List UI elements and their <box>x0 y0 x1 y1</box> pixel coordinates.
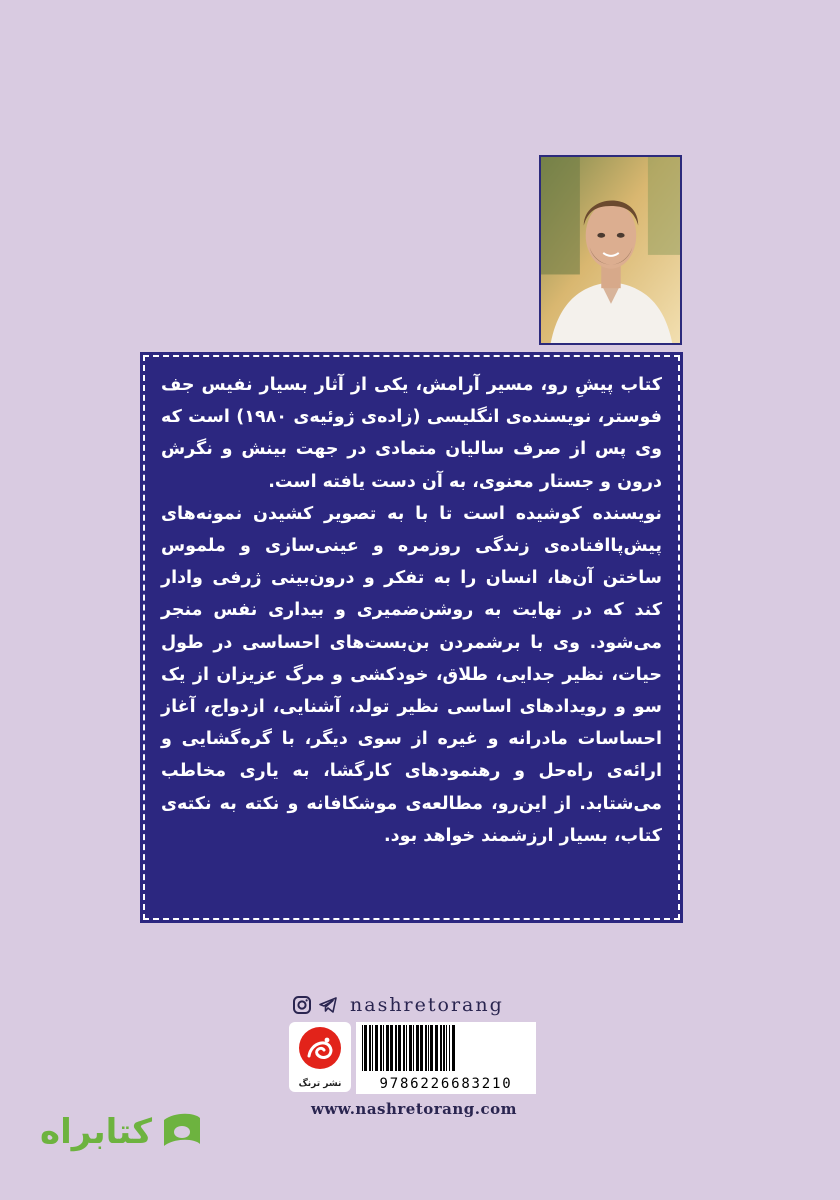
social-handle[interactable]: nashretorang <box>350 994 504 1016</box>
barcode-bar <box>380 1025 382 1071</box>
description-paragraph: نویسنده کوشیده است تا با به تصویر کشیدن نمونه‌های پیش‌پاافتاده‌ی زندگی روزمره و عینی‌سازی و ملموس ساختن آن‌ها، انسان را به تفکر و درون‌بینی ژرفی وادار کند که در نهایت به روشن‌ضمیری و بیداری نفس منجر می‌شود. وی با برشمردن بن‌بست‌های احساسی در طول حیات، نظیر جدایی، طلاق، خودکشی و مرگ عزیزان از یک سو و رویدادهای اساسی نظیر تولد، آشنایی، ازدواج، آغاز احساسات مادرانه و غیره از سوی دیگر، با گره‌گشایی و ارائه‌ی راه‌حل و رهنمودهای کارگشا، به یاری مخاطب می‌شتابد. از این‌رو، مطالعه‌ی موشکافانه و نکته به نکته‌ی کتاب، بسیار ارزشمند خواهد بود. <box>161 503 662 846</box>
barcode-bar <box>395 1025 397 1071</box>
author-photo <box>539 155 682 345</box>
barcode-bar <box>403 1025 405 1071</box>
publisher-logo <box>289 1022 351 1092</box>
barcode-bar <box>452 1025 455 1071</box>
barcode-bar <box>446 1025 447 1071</box>
barcode-bar <box>435 1025 438 1071</box>
barcode-bar <box>372 1025 373 1071</box>
barcode-bar <box>449 1025 450 1071</box>
barcode-bar <box>386 1025 389 1071</box>
barcode-bar <box>406 1025 407 1071</box>
book-leaf-icon <box>160 1110 204 1154</box>
store-name: کتابراه <box>40 1112 153 1152</box>
description-text <box>161 369 662 852</box>
isbn-barcode <box>356 1022 536 1094</box>
barcode-bar <box>416 1025 419 1071</box>
description-paragraph: کتاب پیشِ رو، مسیر آرامش، یکی از آثار بسیار نفیس جف فوستر، نویسنده‌ی انگلیسی (زاده‌ی ژوئیه‌ی ۱۹۸۰) است که وی پس از صرف سالیان متمادی در جهت بینش و نگرش درون و جستار معنوی، به آن دست یافته است. <box>161 375 662 492</box>
description-panel <box>143 355 680 920</box>
barcode-bar <box>362 1025 363 1071</box>
instagram-icon[interactable] <box>292 995 312 1015</box>
barcode-digits: 9786226683210 <box>379 1076 513 1092</box>
barcode-bar <box>390 1025 393 1071</box>
barcode-bars <box>360 1025 532 1073</box>
store-logo <box>40 1106 226 1158</box>
barcode-bar <box>398 1025 401 1071</box>
publisher-website[interactable]: www.nashretorang.com <box>310 1100 518 1118</box>
barcode-bar <box>375 1025 378 1071</box>
barcode-bar <box>409 1025 412 1071</box>
barcode-bar <box>443 1025 445 1071</box>
publisher-name: نشر ترنگ <box>298 1079 342 1089</box>
barcode-bar <box>428 1025 429 1071</box>
barcode-bar <box>364 1025 367 1071</box>
author-portrait-image <box>541 157 680 343</box>
social-links <box>292 992 542 1018</box>
barcode-bar <box>420 1025 423 1071</box>
telegram-icon[interactable] <box>318 995 338 1015</box>
barcode-bar <box>369 1025 371 1071</box>
publisher-emblem-icon <box>289 1022 351 1074</box>
barcode-bar <box>413 1025 414 1071</box>
barcode-bar <box>425 1025 427 1071</box>
barcode-bar <box>430 1025 433 1071</box>
barcode-bar <box>440 1025 442 1071</box>
barcode-bar <box>383 1025 384 1071</box>
